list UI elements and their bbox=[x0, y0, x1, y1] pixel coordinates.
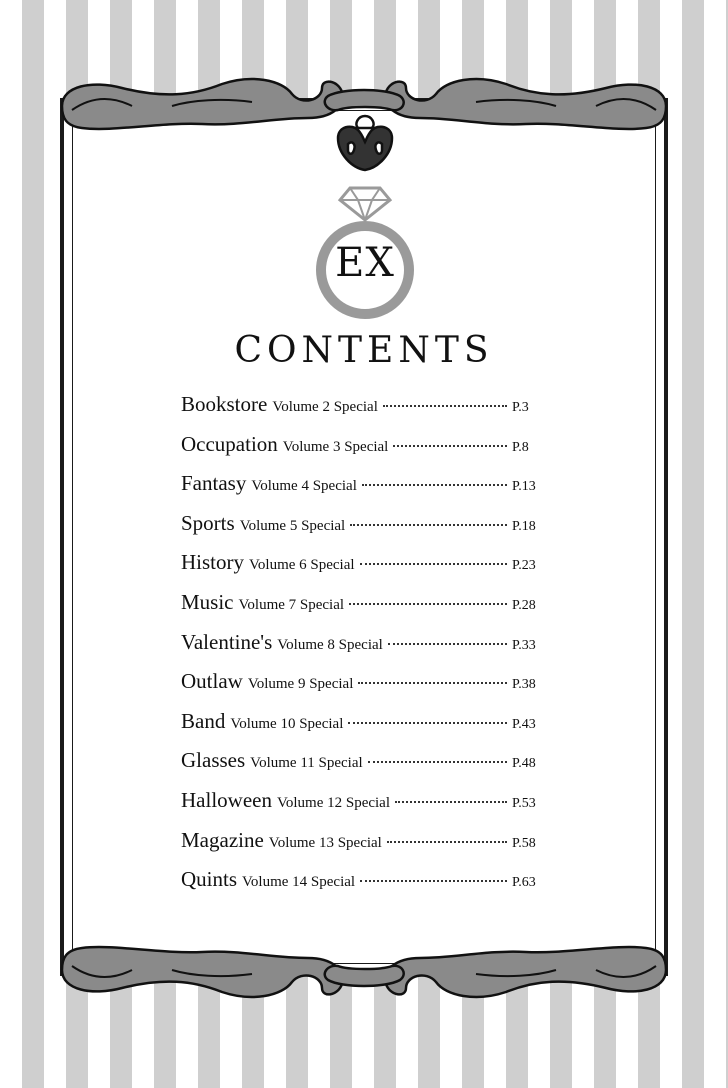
toc-leader-dots bbox=[358, 682, 507, 684]
toc-entry bbox=[181, 550, 546, 590]
toc-entry-volume: Volume 9 Special bbox=[247, 676, 354, 693]
toc-entry-volume: Volume 2 Special bbox=[272, 399, 378, 415]
toc-entry bbox=[181, 471, 546, 511]
page-title: CONTENTS bbox=[234, 330, 494, 371]
toc-entry-title: History bbox=[181, 550, 244, 575]
toc-entry-page: P.38 bbox=[512, 677, 536, 693]
toc-entry-title: Occupation bbox=[181, 431, 278, 456]
toc-leader-dots bbox=[387, 841, 507, 843]
toc-entry-title: Band bbox=[181, 708, 226, 733]
toc-entry-title: Valentine's bbox=[181, 629, 273, 654]
toc-leader-dots bbox=[348, 722, 507, 724]
toc-leader-dots bbox=[350, 524, 507, 526]
toc-entry-volume: Volume 7 Special bbox=[238, 596, 345, 613]
toc-entry-volume: Volume 12 Special bbox=[276, 794, 391, 811]
toc-leader-dots bbox=[395, 801, 507, 803]
toc-entry bbox=[181, 511, 546, 551]
toc-entry-volume: Volume 11 Special bbox=[250, 755, 363, 772]
bottom-scroll-ornament bbox=[52, 930, 676, 1010]
toc-entry-page: P.33 bbox=[512, 637, 536, 653]
toc-leader-dots bbox=[362, 484, 507, 486]
toc-entry-page: P.8 bbox=[512, 439, 529, 455]
toc-entry-volume: Volume 14 Special bbox=[242, 874, 356, 891]
toc-entry-title: Fantasy bbox=[181, 471, 247, 496]
toc-entry bbox=[181, 867, 546, 907]
toc-entry-page: P.28 bbox=[512, 597, 536, 613]
toc-entry bbox=[181, 432, 546, 472]
toc-leader-dots bbox=[383, 405, 507, 407]
toc-entry-page: P.18 bbox=[512, 518, 536, 534]
toc-entry-title: Quints bbox=[181, 867, 238, 892]
toc-entry bbox=[181, 590, 546, 630]
table-of-contents bbox=[181, 392, 546, 907]
toc-entry-title: Outlaw bbox=[181, 669, 243, 694]
toc-entry-title: Halloween bbox=[181, 787, 272, 812]
toc-entry-volume: Volume 5 Special bbox=[239, 517, 346, 534]
toc-entry-page: P.58 bbox=[512, 835, 536, 851]
toc-entry bbox=[181, 828, 546, 868]
toc-entry-volume: Volume 6 Special bbox=[249, 557, 355, 574]
toc-entry bbox=[181, 630, 546, 670]
toc-entry bbox=[181, 748, 546, 788]
toc-entry-page: P.3 bbox=[512, 400, 529, 415]
toc-leader-dots bbox=[388, 643, 507, 645]
toc-entry-volume: Volume 13 Special bbox=[268, 834, 382, 851]
toc-leader-dots bbox=[393, 445, 507, 447]
toc-entry bbox=[181, 392, 546, 432]
toc-entry-page: P.48 bbox=[512, 756, 536, 772]
toc-entry-title: Bookstore bbox=[181, 392, 268, 416]
toc-entry-title: Sports bbox=[181, 510, 235, 535]
toc-entry-volume: Volume 4 Special bbox=[251, 478, 357, 495]
toc-entry-title: Glasses bbox=[181, 748, 246, 773]
toc-leader-dots bbox=[360, 880, 507, 882]
toc-entry-page: P.53 bbox=[512, 795, 536, 811]
toc-entry-page: P.63 bbox=[512, 875, 536, 891]
toc-entry-title: Magazine bbox=[181, 827, 264, 852]
toc-entry bbox=[181, 669, 546, 709]
toc-entry-page: P.13 bbox=[512, 479, 536, 495]
ring-label: EX bbox=[335, 240, 395, 286]
toc-entry-title: Music bbox=[181, 589, 234, 614]
toc-entry-volume: Volume 10 Special bbox=[230, 715, 344, 732]
toc-leader-dots bbox=[360, 563, 507, 565]
toc-entry-page: P.23 bbox=[512, 558, 536, 574]
toc-entry bbox=[181, 788, 546, 828]
clasp-ornament bbox=[330, 110, 400, 175]
toc-entry bbox=[181, 709, 546, 749]
toc-entry-volume: Volume 3 Special bbox=[282, 438, 389, 455]
toc-leader-dots bbox=[349, 603, 507, 605]
toc-leader-dots bbox=[368, 761, 507, 763]
toc-entry-page: P.43 bbox=[512, 716, 536, 732]
toc-entry-volume: Volume 8 Special bbox=[277, 636, 383, 653]
